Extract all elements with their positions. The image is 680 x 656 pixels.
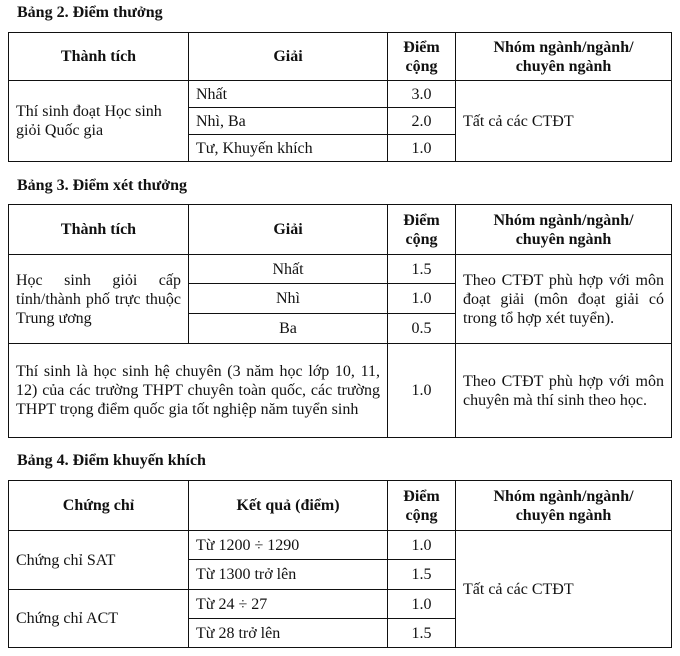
- header-prize: Giải: [189, 205, 388, 255]
- points-cell: 1.5: [388, 619, 456, 648]
- table4-caption: Bảng 4. Điểm khuyến khích: [17, 452, 206, 469]
- table-row: [9, 81, 672, 108]
- table-row: [9, 531, 672, 560]
- program-cell: Theo CTĐT phù hợp với môn đoạt giải (môn đoạt giải có trong tổ hợp xét tuyển).: [456, 255, 672, 344]
- prize-cell: Nhì, Ba: [189, 108, 388, 135]
- points-cell: 3.0: [388, 81, 456, 108]
- table-row: [9, 255, 672, 284]
- result-cell: Từ 1300 trở lên: [189, 560, 388, 590]
- header-program: Nhóm ngành/ngành/ chuyên ngành: [456, 33, 672, 81]
- points-cell: 1.0: [388, 135, 456, 162]
- points-cell: 1.0: [388, 284, 456, 314]
- table2-header-row: [9, 33, 672, 81]
- points-cell: 1.5: [388, 255, 456, 284]
- table3-caption: Bảng 3. Điểm xét thưởng: [17, 177, 188, 194]
- result-cell: Từ 24 ÷ 27: [189, 590, 388, 619]
- points-cell: 0.5: [388, 314, 456, 344]
- program-cell: Tất cả các CTĐT: [456, 81, 672, 162]
- header-result: Kết quả (điểm): [189, 481, 388, 531]
- header-points: Điểm cộng: [388, 481, 456, 531]
- certificate-cell: Chứng chỉ ACT: [9, 590, 189, 648]
- header-program: Nhóm ngành/ngành/ chuyên ngành: [456, 481, 672, 531]
- achievement-cell: Thí sinh đoạt Học sinh giỏi Quốc gia: [9, 81, 189, 162]
- header-prize: Giải: [189, 33, 388, 81]
- achievement-cell: Học sinh giỏi cấp tỉnh/thành phố trực thuộc Trung ương: [9, 255, 189, 344]
- table3-header-row: [9, 205, 672, 255]
- program-cell: Theo CTĐT phù hợp với môn chuyên mà thí sinh theo học.: [456, 344, 672, 438]
- points-cell: 1.0: [388, 344, 456, 438]
- prize-cell: Ba: [189, 314, 388, 344]
- table2-bonus-points: [8, 32, 672, 162]
- prize-cell: Nhì: [189, 284, 388, 314]
- certificate-cell: Chứng chỉ SAT: [9, 531, 189, 590]
- special-achievement-cell: Thí sinh là học sinh hệ chuyên (3 năm học lớp 10, 11, 12) của các trường THPT chuyên toàn quốc, các trường THPT trọng điểm quốc gia tốt nghiệp năm tuyển sinh: [9, 344, 388, 438]
- table4-header-row: [9, 481, 672, 531]
- prize-cell: Nhất: [189, 255, 388, 284]
- table2-caption: Bảng 2. Điểm thưởng: [17, 4, 163, 21]
- header-certificate: Chứng chỉ: [9, 481, 189, 531]
- prize-cell: Nhất: [189, 81, 388, 108]
- table3-merit-points: [8, 204, 672, 438]
- result-cell: Từ 1200 ÷ 1290: [189, 531, 388, 560]
- prize-cell: Tư, Khuyến khích: [189, 135, 388, 162]
- header-program: Nhóm ngành/ngành/ chuyên ngành: [456, 205, 672, 255]
- points-cell: 1.0: [388, 590, 456, 619]
- result-cell: Từ 28 trở lên: [189, 619, 388, 648]
- points-cell: 1.5: [388, 560, 456, 590]
- header-achievement: Thành tích: [9, 33, 189, 81]
- points-cell: 1.0: [388, 531, 456, 560]
- table4-encouragement-points: [8, 480, 672, 648]
- header-points: Điểm cộng: [388, 205, 456, 255]
- header-achievement: Thành tích: [9, 205, 189, 255]
- table-row-special: [9, 344, 672, 438]
- points-cell: 2.0: [388, 108, 456, 135]
- header-points: Điểm cộng: [388, 33, 456, 81]
- program-cell: Tất cả các CTĐT: [456, 531, 672, 648]
